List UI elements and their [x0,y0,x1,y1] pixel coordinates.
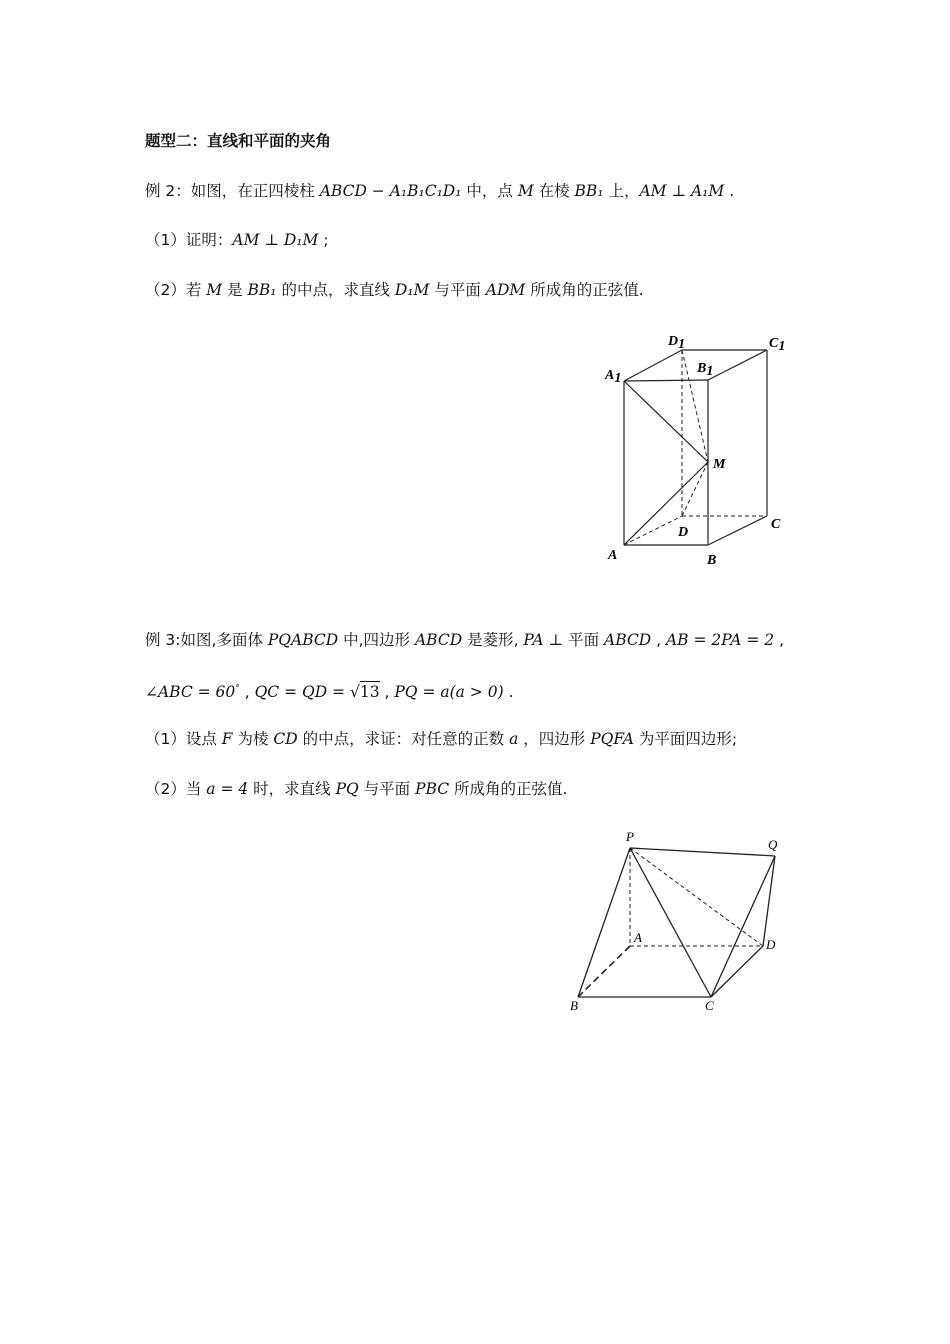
label-B: B [570,998,578,1013]
edge-B-C [708,516,767,545]
hidden-edge-P-D [630,848,763,946]
edge-P-C [630,848,711,997]
label-A: A [608,548,618,563]
label-D: D [678,525,689,540]
example2-intro: 例 2：如图，在正四棱柱 ABCD − A₁B₁C₁D₁ 中，点 M 在棱 BB₁ 上，AM ⊥ A₁M . [145,182,735,200]
label-M: M [713,457,726,472]
label-A: A [634,930,642,945]
label-C: C [705,998,714,1013]
edge-P-B [578,848,630,997]
segment-A-M [624,462,708,545]
label-A1: A1 [605,368,622,386]
edge-C-D [711,946,763,997]
label-D: D [766,937,776,952]
hidden-edge-A-D [624,516,682,545]
edge-P-Q [630,848,775,856]
example3-intro-line1: 例 3:如图,多面体 PQABCD 中,四边形 ABCD 是菱形, PA ⊥ 平面 ABCD , AB = 2PA = 2 , [145,631,785,649]
label-D1: D1 [668,334,686,352]
edge-B1-C1 [708,350,767,380]
label-P: P [626,829,634,844]
label-C: C [771,517,781,532]
hidden-edge-A-B [578,946,630,997]
example3-question1: （1）设点 F 为棱 CD 的中点，求证：对任意的正数 a ，四边形 PQFA 为平面四边形; [145,730,738,748]
hidden-segment-D-M [682,462,708,516]
example3-question2: （2）当 a = 4 时，求直线 PQ 与平面 PBC 所成角的正弦值. [145,780,568,798]
edge-D1-A1 [624,350,682,381]
label-Q: Q [768,837,778,852]
polyhedron-figure [560,825,800,1020]
label-C1: C1 [769,336,786,354]
section-title: 题型二：直线和平面的夹角 [145,132,332,150]
prism-figure [600,325,800,575]
example2-question1: （1）证明：AM ⊥ D₁M ; [145,231,329,249]
example2-question2: （2）若 M 是 BB₁ 的中点，求直线 D₁M 与平面 ADM 所成角的正弦值. [145,281,644,299]
segment-A1-M [624,381,708,462]
edge-A1-B1 [624,380,708,381]
label-B1: B1 [697,361,714,379]
example3-intro-line2: ∠ABC = 60° , QC = QD = √13 , PQ = a(a > 0) . [145,683,514,701]
label-B: B [707,553,717,568]
